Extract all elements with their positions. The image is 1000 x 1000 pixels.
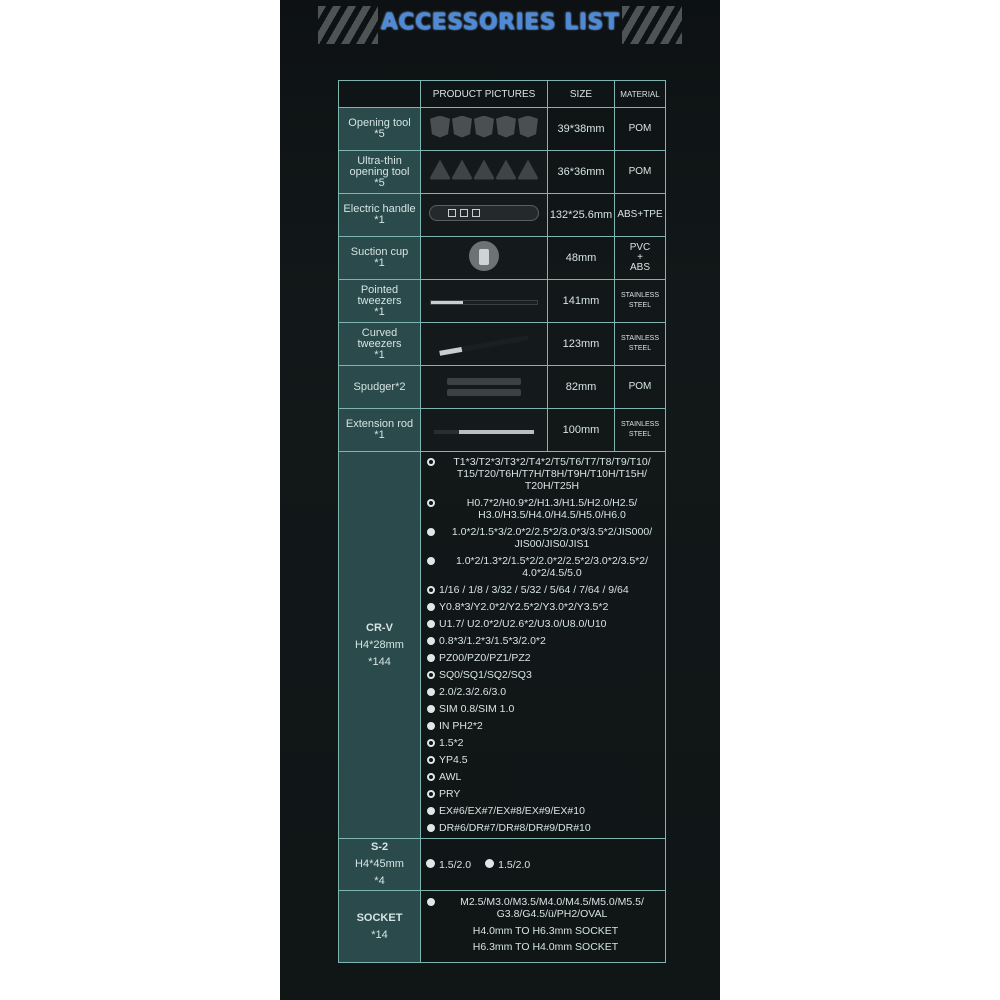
item-size: 82mm <box>548 366 615 409</box>
socket-label: SOCKET *14 <box>339 891 421 963</box>
cross-icon <box>427 739 435 747</box>
item-name: Extension rod *1 <box>339 409 421 452</box>
hex-icon <box>427 499 435 507</box>
slotted-icon <box>427 557 435 565</box>
ex-icon <box>427 807 435 815</box>
crv-bit-list <box>421 452 666 839</box>
header-pictures: PRODUCT PICTURES <box>421 81 548 108</box>
spudger-icon <box>421 366 548 409</box>
item-size: 39*38mm <box>548 108 615 151</box>
triangle-pick-icon <box>421 151 548 194</box>
list-item: DR#6/DR#7/DR#8/DR#9/DR#10 <box>426 822 665 834</box>
table-row <box>339 194 666 237</box>
list-item: SIM 0.8/SIM 1.0 <box>426 703 665 715</box>
item-name: Opening tool *5 <box>339 108 421 151</box>
suction-cup-icon <box>421 237 548 280</box>
header-material: MATERIAL <box>615 81 666 108</box>
item-material: STAINLESS STEEL <box>615 409 666 452</box>
table-row <box>339 366 666 409</box>
tri-wing-icon <box>427 603 435 611</box>
item-material: STAINLESS STEEL <box>615 323 666 366</box>
list-item: Y0.8*3/Y2.0*2/Y2.5*2/Y3.0*2/Y3.5*2 <box>426 601 665 613</box>
item-size: 36*36mm <box>548 151 615 194</box>
table-row <box>339 108 666 151</box>
list-item: U1.7/ U2.0*2/U2.6*2/U3.0/U8.0/U10 <box>426 618 665 630</box>
table-row <box>339 151 666 194</box>
item-size: 132*25.6mm <box>548 194 615 237</box>
table-row <box>339 409 666 452</box>
slotted-icon <box>485 859 494 868</box>
item-material: POM <box>615 366 666 409</box>
list-item: 0.8*3/1.2*3/1.5*3/2.0*2 <box>426 635 665 647</box>
crv-label: CR-V H4*28mm *144 <box>339 452 421 839</box>
list-item: H0.7*2/H0.9*2/H1.3/H1.5/H2.0/H2.5/ H3.0/H3.5/H4.0/H4.5/H5.0/H6.0 <box>426 497 665 521</box>
item-size: 48mm <box>548 237 615 280</box>
item-name: Curved tweezers *1 <box>339 323 421 366</box>
list-item: 1.0*2/1.3*2/1.5*2/2.0*2/2.5*2/3.0*2/3.5*2/ 4.0*2/4.5/5.0 <box>426 555 665 579</box>
u-type-icon <box>427 620 435 628</box>
list-item: YP4.5 <box>426 754 665 766</box>
item-size: 123mm <box>548 323 615 366</box>
list-item: PRY <box>426 788 665 800</box>
list-item: T1*3/T2*3/T3*2/T4*2/T5/T6/T7/T8/T9/T10/ T15/T20/T6H/T7H/T8H/T9H/T10H/T15H/ T20H/T25H <box>426 456 665 492</box>
inner-phillips-icon <box>427 722 435 730</box>
sim-icon <box>427 705 435 713</box>
accessories-panel <box>280 0 720 1000</box>
item-size: 141mm <box>548 280 615 323</box>
star-icon <box>427 637 435 645</box>
list-item: 1/16 / 1/8 / 3/32 / 5/32 / 5/64 / 7/64 / 9/64 <box>426 584 665 596</box>
list-item: IN PH2*2 <box>426 720 665 732</box>
socket-row <box>339 891 666 963</box>
item-name: Suction cup *1 <box>339 237 421 280</box>
s2-bit-list <box>421 839 666 891</box>
list-item: 1.5/2.0 <box>426 859 471 871</box>
square-icon <box>427 671 435 679</box>
list-item: AWL <box>426 771 665 783</box>
item-name: Spudger*2 <box>339 366 421 409</box>
phillips-icon <box>427 528 435 536</box>
list-item: 1.5/2.0 <box>485 859 530 871</box>
hex-inch-icon <box>427 586 435 594</box>
crv-row <box>339 452 666 839</box>
item-material: PVC + ABS <box>615 237 666 280</box>
header-size: SIZE <box>548 81 615 108</box>
list-item: 1.0*2/1.5*3/2.0*2/2.5*2/3.0*3/3.5*2/JIS000/ JIS00/JIS0/JIS1 <box>426 526 665 550</box>
accessories-table <box>338 80 666 963</box>
curved-tweezers-icon <box>421 323 548 366</box>
pry-icon <box>427 790 435 798</box>
pointed-tweezers-icon <box>421 280 548 323</box>
socket-list <box>421 891 666 963</box>
s2-label: S-2 H4*45mm *4 <box>339 839 421 891</box>
page-title: ACCESSORIES LIST <box>380 10 620 35</box>
header-row <box>339 81 666 108</box>
triangle-icon <box>427 688 435 696</box>
list-item: PZ00/PZ0/PZ1/PZ2 <box>426 652 665 664</box>
electric-handle-icon <box>421 194 548 237</box>
item-name: Pointed tweezers *1 <box>339 280 421 323</box>
socket-adapter-line: H6.3mm TO H4.0mm SOCKET <box>472 941 619 953</box>
list-item: M2.5/M3.0/M3.5/M4.0/M4.5/M5.0/M5.5/ G3.8/G4.5/ü/PH2/OVAL <box>426 896 665 920</box>
item-material: POM <box>615 151 666 194</box>
table-row <box>339 237 666 280</box>
phillips-icon <box>426 859 435 868</box>
shield-pick-icon <box>421 108 548 151</box>
extension-rod-icon <box>421 409 548 452</box>
item-material: ABS+TPE <box>615 194 666 237</box>
list-item: 2.0/2.3/2.6/3.0 <box>426 686 665 698</box>
item-name: Electric handle *1 <box>339 194 421 237</box>
dr-icon <box>427 824 435 832</box>
list-item: 1.5*2 <box>426 737 665 749</box>
pozidriv-icon <box>427 654 435 662</box>
awl-icon <box>427 773 435 781</box>
socket-icon <box>427 898 435 906</box>
s2-row <box>339 839 666 891</box>
y-pentalobe-icon <box>427 756 435 764</box>
header-blank <box>339 81 421 108</box>
item-material: STAINLESS STEEL <box>615 280 666 323</box>
torx-icon <box>427 458 435 466</box>
table-row <box>339 323 666 366</box>
item-material: POM <box>615 108 666 151</box>
item-size: 100mm <box>548 409 615 452</box>
socket-adapter-line: H4.0mm TO H6.3mm SOCKET <box>472 925 619 937</box>
list-item: EX#6/EX#7/EX#8/EX#9/EX#10 <box>426 805 665 817</box>
item-name: Ultra-thin opening tool *5 <box>339 151 421 194</box>
list-item: SQ0/SQ1/SQ2/SQ3 <box>426 669 665 681</box>
table-row <box>339 280 666 323</box>
